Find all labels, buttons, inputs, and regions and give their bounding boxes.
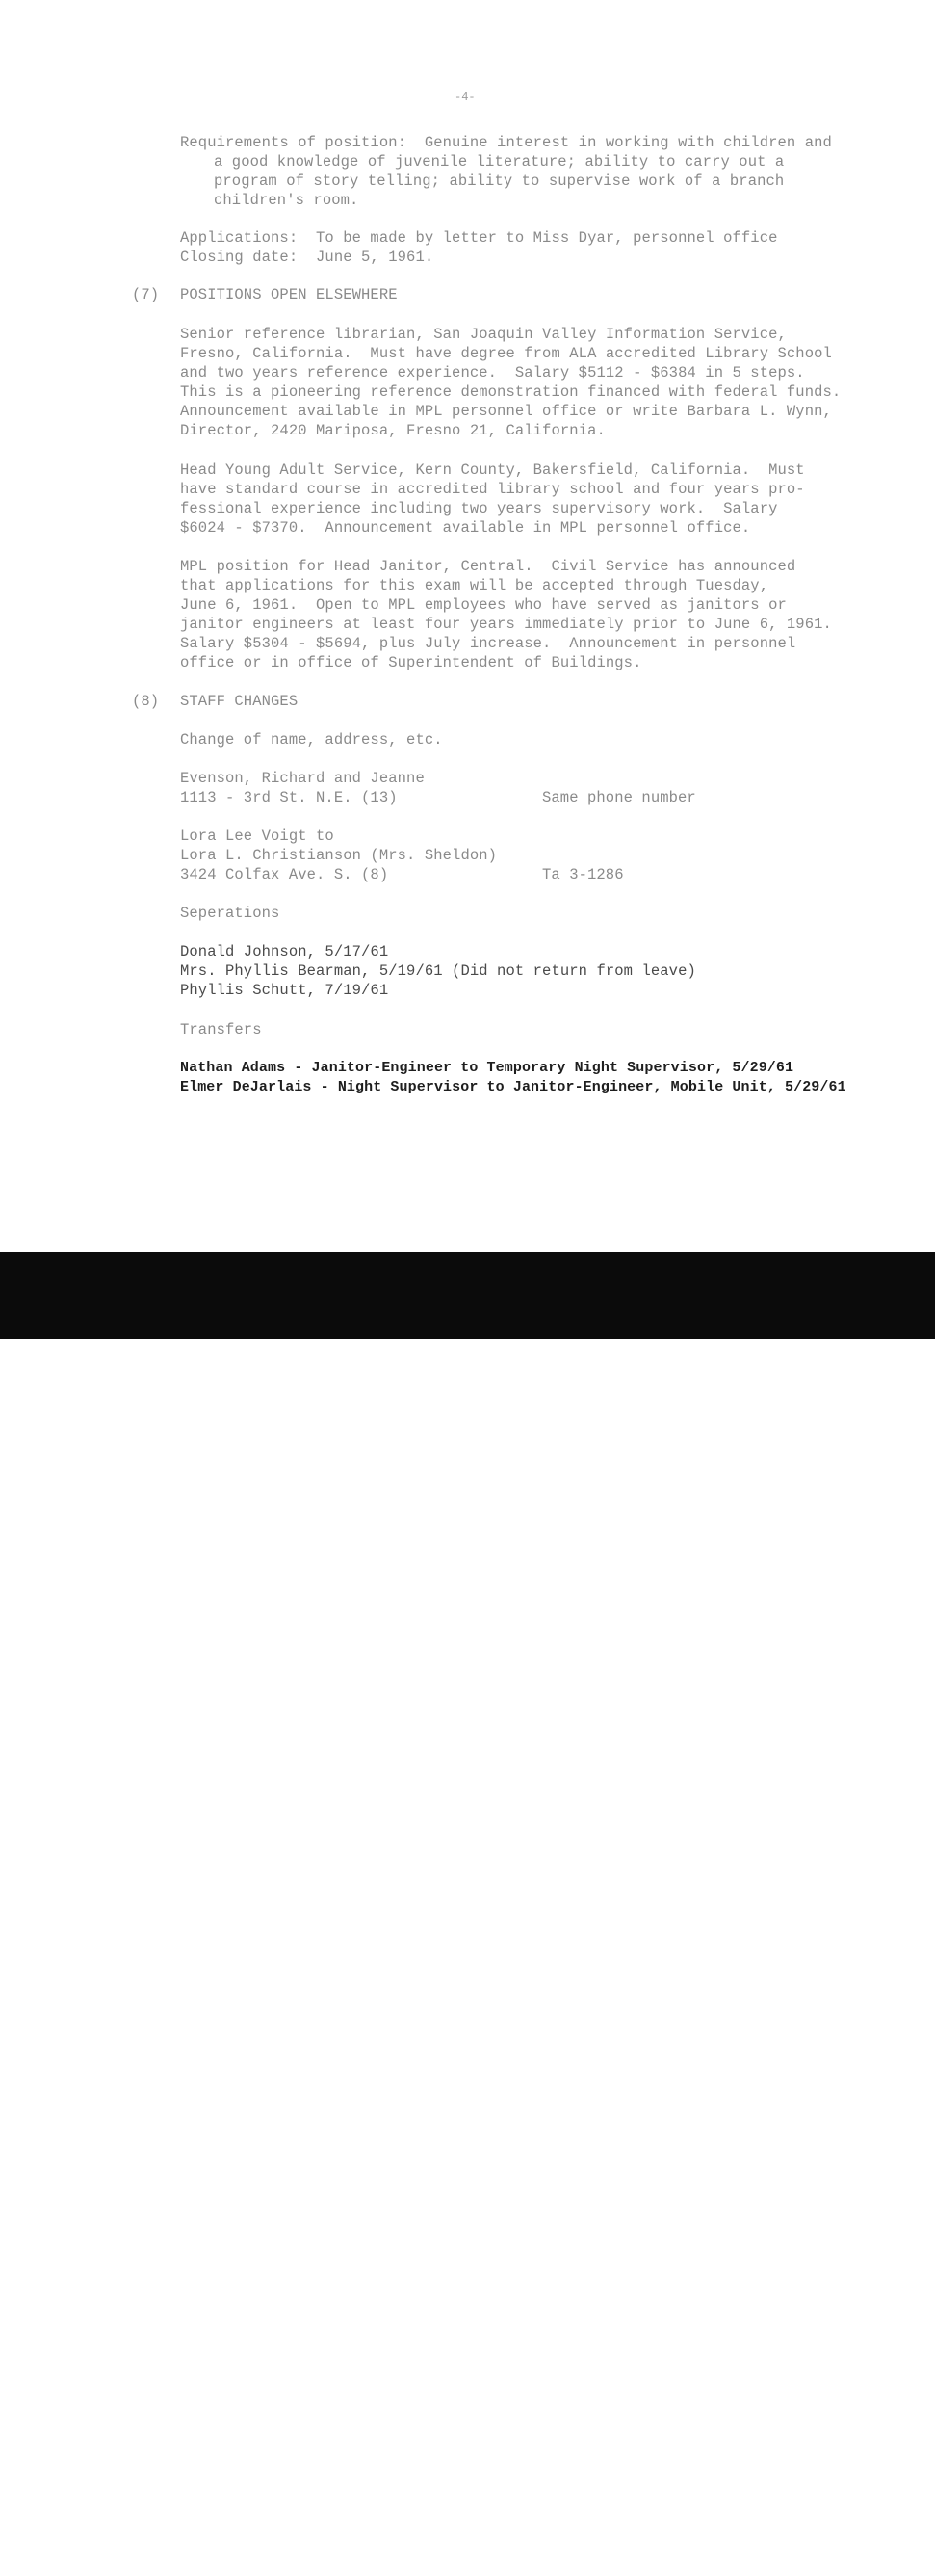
voigt-address: 3424 Colfax Ave. S. (8) — [180, 866, 389, 883]
closing-date-line: Closing date: June 5, 1961. — [180, 249, 434, 266]
janitor-line-1: MPL position for Head Janitor, Central. Civil Service has announced — [180, 558, 796, 575]
image-id: 3ACPCT2 — [745, 2527, 842, 2551]
change-heading: Change of name, address, etc. — [180, 731, 443, 749]
senior-ref-line-2: Fresno, California. Must have degree from ALA accredited Library School — [180, 345, 832, 362]
separation-item: Donald Johnson, 5/17/61 — [180, 943, 389, 960]
voigt-line-1: Lora Lee Voigt to — [180, 828, 334, 845]
janitor-line-2: that applications for this exam will be accepted through Tuesday, — [180, 577, 769, 594]
watermark-url: www.alamy.com — [763, 2556, 887, 2575]
voigt-phone: Ta 3-1286 — [542, 866, 624, 883]
transfer-item: Elmer DeJarlais - Night Supervisor to Janitor-Engineer, Mobile Unit, 5/29/61 — [180, 1079, 846, 1095]
requirements-line-4: children's room. — [214, 192, 359, 209]
alamy-logo — [39, 2522, 193, 2568]
transfer-item: Nathan Adams - Janitor-Engineer to Temporary Night Supervisor, 5/29/61 — [180, 1060, 794, 1076]
janitor-line-6: office or in office of Superintendent of Buildings. — [180, 654, 642, 671]
young-adult-line-4: $6024 - $7370. Announcement available in MPL personnel office. — [180, 519, 751, 537]
senior-ref-line-4: This is a pioneering reference demonstration financed with federal funds. — [180, 383, 842, 401]
separation-item: Mrs. Phyllis Bearman, 5/19/61 (Did not return from leave) — [180, 962, 696, 980]
watermark-footer — [0, 1252, 935, 2575]
evenson-phone: Same phone number — [542, 789, 696, 806]
senior-ref-line-5: Announcement available in MPL personnel office or write Barbara L. Wynn, — [180, 403, 832, 420]
requirements-line-3: program of story telling; ability to supervise work of a branch — [214, 172, 785, 190]
young-adult-line-3: fessional experience including two years supervisory work. Salary — [180, 500, 778, 517]
senior-ref-line-1: Senior reference librarian, San Joaquin Valley Information Service, — [180, 326, 787, 343]
young-adult-line-2: have standard course in accredited library school and four years pro- — [180, 481, 805, 498]
section-8-number: (8) — [132, 693, 160, 710]
young-adult-line-1: Head Young Adult Service, Kern County, Bakersfield, California. Must — [180, 461, 805, 479]
section-7-heading: POSITIONS OPEN ELSEWHERE — [180, 286, 398, 303]
requirements-line-2: a good knowledge of juvenile literature; ability to carry out a — [214, 153, 785, 171]
senior-ref-line-6: Director, 2420 Mariposa, Fresno 21, California. — [180, 422, 606, 439]
voigt-line-2: Lora L. Christianson (Mrs. Sheldon) — [180, 847, 498, 864]
janitor-line-4: janitor engineers at least four years immediately prior to June 6, 1961. — [180, 616, 832, 633]
janitor-line-3: June 6, 1961. Open to MPL employees who have served as janitors or — [180, 596, 787, 614]
janitor-line-5: Salary $5304 - $5694, plus July increase. Announcement in personnel — [180, 635, 796, 652]
applications-line: Applications: To be made by letter to Miss Dyar, personnel office — [180, 229, 778, 247]
transfers-heading: Transfers — [180, 1021, 262, 1038]
separation-item: Phyllis Schutt, 7/19/61 — [180, 982, 389, 999]
evenson-address: 1113 - 3rd St. N.E. (13) — [180, 789, 398, 806]
svg-text:alamy: alamy — [39, 2522, 154, 2568]
requirements-line-1: Requirements of position: Genuine interest in working with children and — [180, 134, 832, 151]
document-page — [0, 0, 935, 1252]
section-7-number: (7) — [132, 286, 160, 303]
senior-ref-line-3: and two years reference experience. Salary $5112 - $6384 in 5 steps. — [180, 364, 805, 381]
section-8-heading: STAFF CHANGES — [180, 693, 299, 710]
evenson-name: Evenson, Richard and Jeanne — [180, 770, 425, 787]
separations-heading: Seperations — [180, 905, 280, 922]
page-number: -4- — [455, 91, 476, 104]
